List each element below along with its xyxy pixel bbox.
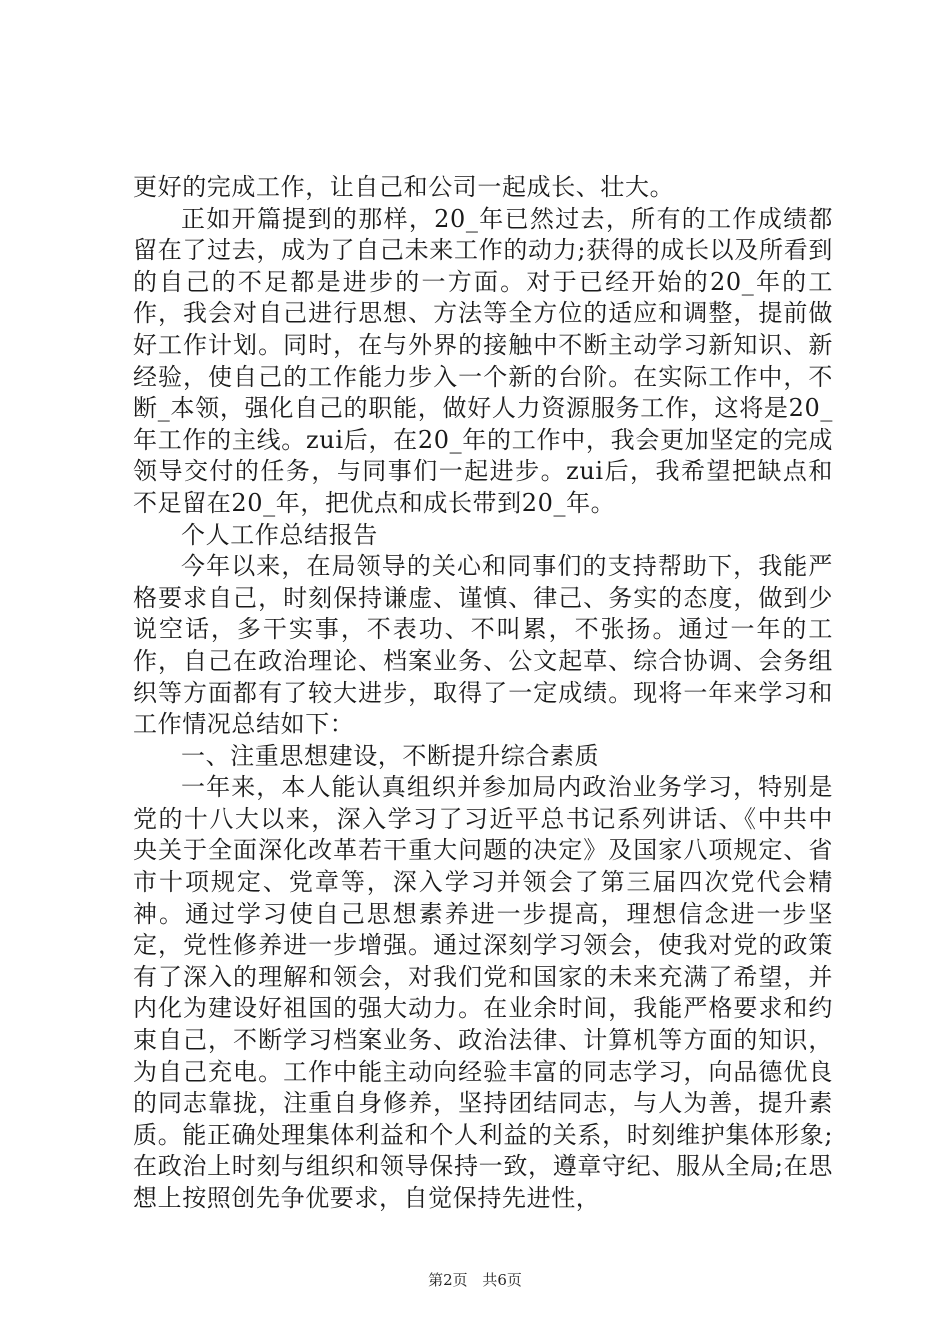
paragraph-section-1-body: 一年来，本人能认真组织并参加局内政治业务学习，特别是党的十八大以来，深入学习了习近平总书记系列讲话、《中共中央关于全面深化改革若干重大问题的决定》及国家八项规定、省市十项规定、党章等，深入学习并领会了第三届四次党代会精神。通过学习使自己思想素养进一步提高，理想信念进一步坚定，党性修养进一步增强。通过深刻学习领会，使我对党的政策有了深入的理解和领会，对我们党和国家的未来充满了希望，并内化为建设好祖国的强大动力。在业余时间，我能严格要求和约束自己，不断学习档案业务、政治法律、计算机等方面的知识，为自己充电。工作中能主动向经验丰富的同志学习，向品德优良的同志靠拢，注重自身修养，坚持团结同志，与人为善，提升素质。能正确处理集体利益和个人利益的关系，时刻维护集体形象;在政治上时刻与组织和领导保持一致，遵章守纪、服从全局;在思想上按照创先争优要求，自觉保持先进性， (133, 773, 833, 1212)
page-total: 共6页 (482, 1271, 522, 1289)
page-number: 第2页 (428, 1271, 468, 1289)
paragraph-continuation: 更好的完成工作，让自己和公司一起成长、壮大。 (133, 173, 675, 201)
section-heading-1: 一、注重思想建设，不断提升综合素质 (181, 741, 600, 770)
paragraph-closing-summary: 正如开篇提到的那样，20_年已然过去，所有的工作成绩都留在了过去，成为了自己未来工作的动力;获得的成长以及所看到的自己的不足都是进步的一方面。对于已经开始的20_年的工作，我会对自己进行思想、方法等全方位的适应和调整，提前做好工作计划。同时，在与外界的接触中不断主动学习新知识、新经验，使自己的工作能力步入一个新的台阶。在实际工作中，不断_本领，强化自己的职能，做好人力资源服务工作，这将是20_年工作的主线。zui后，在20_年的工作中，我会更加坚定的完成领导交付的任务，与同事们一起进步。zui后，我希望把缺点和不足留在20_年，把优点和成长带到20_年。 (133, 204, 833, 517)
document-body (133, 172, 833, 1215)
page-footer (0, 1270, 950, 1290)
section-title: 个人工作总结报告 (181, 520, 378, 549)
paragraph-intro: 今年以来，在局领导的关心和同事们的支持帮助下，我能严格要求自己，时刻保持谦虚、谨慎、律己、务实的态度，做到少说空话，多干实事，不表功、不叫累，不张扬。通过一年的工作，自己在政治理论、档案业务、公文起草、综合协调、会务组织等方面都有了较大进步，取得了一定成绩。现将一年来学习和工作情况总结如下： (133, 552, 833, 739)
